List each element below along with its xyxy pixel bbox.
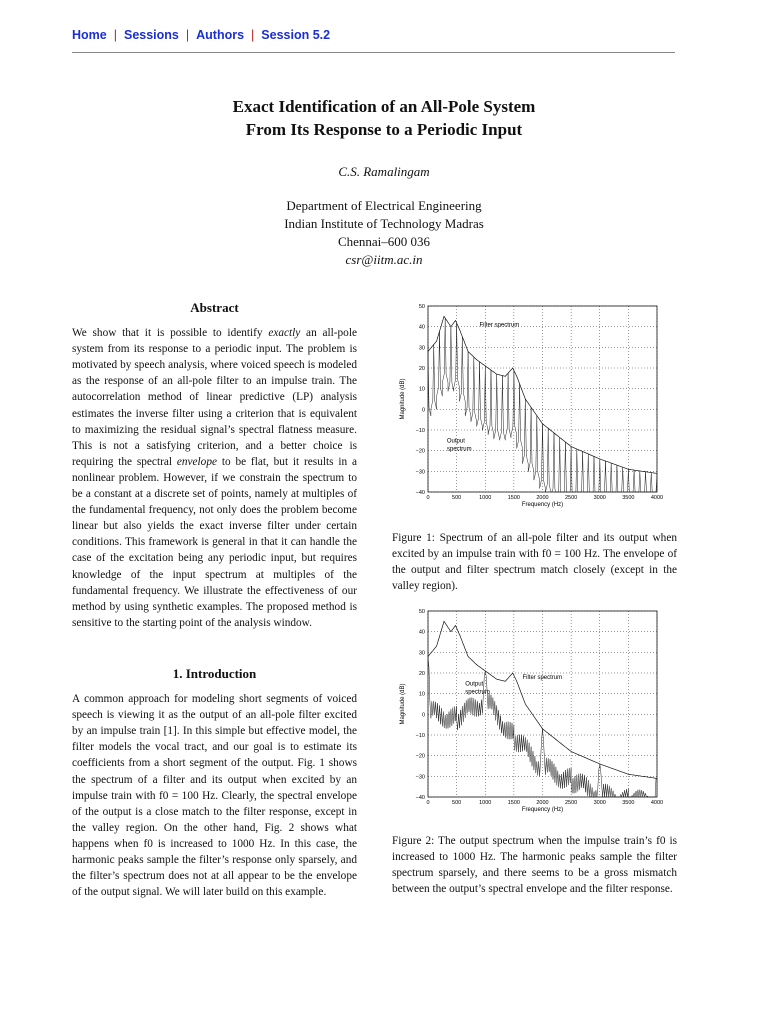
nav-link-session[interactable]: Session 5.2 [261,28,331,42]
affiliation [0,197,768,269]
annotation-filter-spectrum: Filter spectrum [522,675,563,682]
x-tick-label: 3000 [593,800,606,806]
x-tick-label: 4000 [650,800,664,806]
abstract-emphasis-envelope: envelope [176,455,217,468]
introduction-body: A common approach for modeling short segments of voiced speech is viewing it as the output of an all-pole filter excited by an impulse train [1]. In this simple but effective model, the filter models the vocal tract, and our goal is to estimate its coefficients from a short segment of the output. Fig. 1 shows the spectrum of a filter and its output when excited by an impulse train with f0 = 100 Hz. Clearly, the spectral envelope of the output is a close match to the filter response, except in the valley region. On the other hand, Fig. 2 shows what happens when f0 is increased to 1000 Hz. In this case, the harmonic peaks sample the filter’s response only sparsely, and the filter’s spectrum does not at all appear to be the envelope of the output signal. We will later build on this example. [72,693,357,899]
y-tick-label: 10 [418,386,425,393]
abstract-text-3: to be flat, but it results in a nonlinear problem. However, if we constrain the spectrum to be a constant at a discrete set of points, namely at multiples of the fundamental frequency, not only does the problem become linear but also yields the exact inverse filter under certain conditions. This framework is general in that it can handle the case of the excitation being any periodic input, but requires knowledge of the input spectrum at multiples of the fundamental frequency. We illustrate the effectiveness of our method by using synthetic examples. The proposed method is sensitive to the starting point of the analysis window. [72,455,357,629]
affiliation-city: Chennai–600 036 [337,234,431,249]
y-tick-label: 30 [418,650,425,657]
y-axis-label: Magnitude (dB) [400,683,406,725]
annotation-filter-spectrum: Filter spectrum [479,322,520,329]
x-tick-label: 3500 [622,800,635,806]
y-tick-label: −40 [415,795,425,801]
y-tick-label: −40 [415,490,425,496]
x-tick-label: 3000 [593,495,606,501]
y-tick-label: −20 [415,448,425,455]
x-tick-label: 0 [426,495,430,501]
figure-1-chart [392,298,677,513]
annotation-output: Output [446,438,465,445]
y-tick-label: −10 [415,428,425,434]
y-tick-label: 0 [421,407,425,414]
y-tick-label: 0 [421,712,425,719]
figure-2-chart [392,603,677,818]
y-tick-label: 40 [418,324,425,331]
x-tick-label: 3500 [622,495,635,501]
abstract-emphasis-exactly: exactly [268,327,301,340]
x-tick-label: 2500 [565,495,578,501]
abstract-section [72,300,357,631]
nav-link-home[interactable]: Home [72,28,107,42]
annotation-spectrum: spectrum [465,689,490,696]
abstract-body [72,325,357,631]
introduction-heading: 1. Introduction [172,666,257,681]
nav-separator: | [251,28,255,42]
y-tick-label: 20 [418,366,425,372]
breadcrumb-nav [72,28,330,42]
abstract-text-1: We show that it is possible to identify [72,327,269,340]
header-divider [72,52,675,53]
affiliation-dept: Department of Electrical Engineering [286,198,482,213]
y-tick-label: −20 [415,753,425,760]
x-tick-label: 500 [452,495,462,501]
x-tick-label: 500 [452,800,462,806]
figure-2-caption: Figure 2: The output spectrum when the impulse train’s f0 is increased to 1000 Hz. The harmonic peaks sample the filter spectrum sparsely, and there seems to be a gross mismatch between the output’s spectral envelope and the filter response. [392,835,677,896]
x-axis-label: Frequency (Hz) [521,807,564,813]
figure-1-caption: Figure 1: Spectrum of an all-pole filter and its output when excited by an impulse train with f0 = 100 Hz. The envelope of the output and filter spectrum match closely (except in the valley region). [392,532,677,593]
plot-area [428,611,657,797]
y-tick-label: 50 [418,304,425,310]
nav-link-authors[interactable]: Authors [196,28,245,42]
y-tick-label: −30 [415,774,425,781]
introduction-section [72,666,357,900]
y-tick-label: 20 [418,671,425,677]
annotation-output: Output [465,681,484,688]
title-line-2: From Its Response to a Periodic Input [245,120,523,139]
x-tick-label: 1500 [507,495,520,501]
author-name: C.S. Ramalingam [338,164,430,179]
y-tick-label: 10 [418,691,425,698]
x-tick-label: 4000 [650,495,664,501]
y-tick-label: 30 [418,345,425,352]
y-tick-label: 40 [418,629,425,636]
x-tick-label: 0 [426,800,430,806]
abstract-text-2: an all-pole system from its response to a periodic input. The problem is motivated by speech analysis, where voiced speech is modeled as the response of an all-pole filter to an impulse train. The autocorrelation method of linear predictive (LP) analysis estimates the inverse filter using a criterion that is equivalent to maximizing the residual signal’s spectral flatness measure. This is not a satisfying criterion, and a better choice is requiring the spectral [72,327,357,468]
affiliation-institute: Indian Institute of Technology Madras [284,216,484,231]
title-line-1: Exact Identification of an All-Pole System [232,97,536,116]
plot-area [428,306,657,492]
y-axis-label: Magnitude (dB) [400,378,406,420]
x-tick-label: 1500 [507,800,520,806]
paper-title [0,95,768,141]
x-tick-label: 2500 [565,800,578,806]
author-email[interactable]: csr@iitm.ac.in [345,252,423,267]
x-tick-label: 1000 [479,800,492,806]
nav-link-sessions[interactable]: Sessions [123,28,179,42]
abstract-heading: Abstract [190,300,239,315]
y-tick-label: −10 [415,733,425,739]
nav-separator: | [185,28,190,42]
x-tick-label: 2000 [536,800,549,806]
y-tick-label: 50 [418,609,425,615]
x-tick-label: 2000 [536,495,549,501]
y-tick-label: −30 [415,469,425,476]
annotation-spectrum: spectrum [446,446,472,453]
nav-separator: | [113,28,117,42]
x-axis-label: Frequency (Hz) [521,502,564,508]
x-tick-label: 1000 [479,495,492,501]
